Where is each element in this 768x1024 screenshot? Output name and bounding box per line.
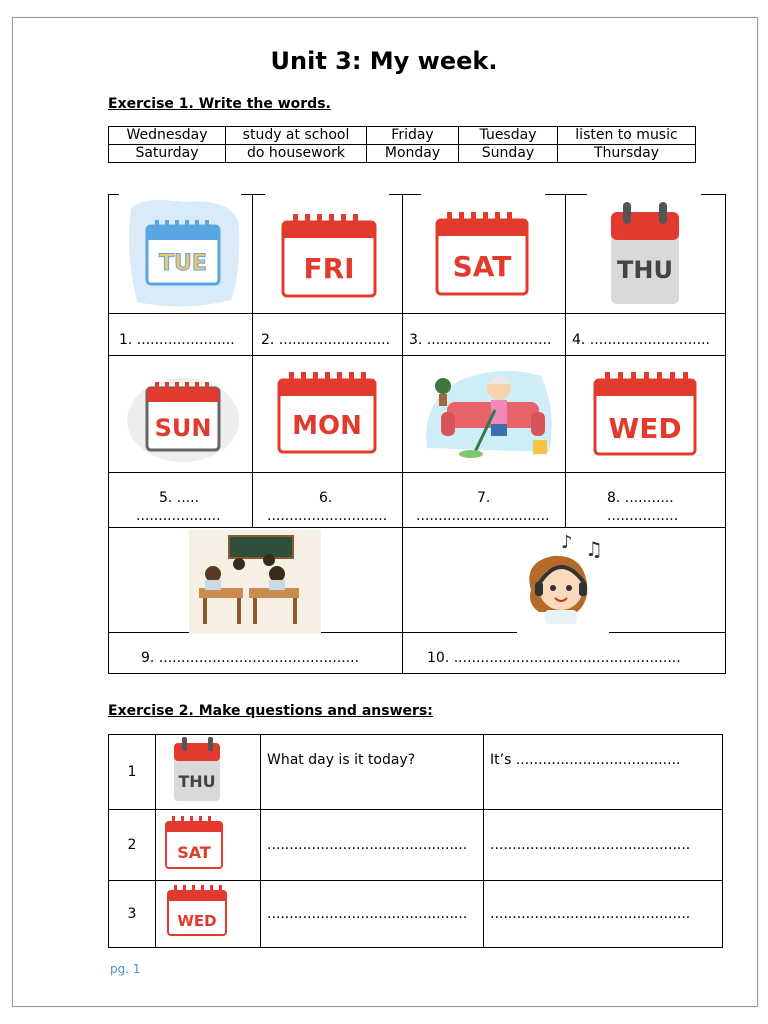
answer-cell: It’s .....................................	[484, 735, 723, 810]
word-bank-table	[108, 126, 696, 163]
exercise-2-heading: Exercise 2. Make questions and answers:	[108, 703, 433, 719]
word-bank-cell: Tuesday	[459, 127, 558, 145]
friday-calendar-picture	[269, 206, 389, 306]
wed-label: WED	[608, 412, 682, 445]
calendar-cell	[156, 881, 261, 948]
answer-line-6a: 6.	[319, 490, 333, 506]
svg-text:♫: ♫	[585, 537, 603, 561]
wednesday-calendar-icon	[156, 881, 256, 943]
exercise-1-heading: Exercise 1. Write the words.	[108, 96, 331, 112]
question-cell: What day is it today?	[261, 735, 484, 810]
table-row	[109, 735, 723, 810]
saturday-calendar-picture	[427, 204, 537, 304]
word-bank-cell: Wednesday	[109, 127, 226, 145]
answer-line-9: 9. .............................................	[141, 650, 360, 666]
fri-label: FRI	[303, 252, 355, 285]
answer-line-7a: 7.	[477, 490, 491, 506]
mon-label: MON	[292, 411, 362, 441]
sat-label: SAT	[452, 250, 512, 283]
answer-cell: .............................................	[484, 881, 723, 948]
answer-line-7b: ..............................	[416, 508, 550, 524]
word-bank-cell: Friday	[367, 127, 459, 145]
answer-cell: .............................................	[484, 810, 723, 881]
word-bank-cell: Monday	[367, 145, 459, 163]
answer-line-1: 1. ......................	[119, 332, 235, 348]
table-row	[109, 881, 723, 948]
row-number: 3	[109, 881, 156, 948]
word-bank-cell: do housework	[226, 145, 367, 163]
answer-line-8a: 8. ...........	[607, 490, 674, 506]
answer-line-2: 2. .........................	[261, 332, 391, 348]
svg-text:SAT: SAT	[177, 843, 211, 862]
students-study-at-school-picture	[189, 530, 321, 634]
sun-label: SUN	[154, 414, 212, 442]
monday-calendar-picture	[269, 364, 389, 464]
answer-line-6b: ...........................	[267, 508, 388, 524]
wednesday-calendar-picture	[581, 360, 711, 468]
word-bank-row	[109, 145, 696, 163]
girl-listening-to-music-picture	[517, 532, 609, 628]
row-number: 2	[109, 810, 156, 881]
svg-text:THU: THU	[178, 772, 216, 791]
thursday-calendar-picture	[605, 198, 685, 310]
thursday-calendar-icon	[156, 735, 256, 805]
calendar-cell	[156, 735, 261, 810]
sunday-calendar-picture	[123, 370, 243, 466]
word-bank-cell: study at school	[226, 127, 367, 145]
word-bank-cell: Saturday	[109, 145, 226, 163]
exercise-2-table	[108, 734, 723, 948]
svg-text:WED: WED	[177, 912, 217, 930]
word-bank-row	[109, 127, 696, 145]
answer-line-4: 4. ...........................	[572, 332, 710, 348]
girl-doing-housework-picture	[421, 360, 559, 464]
svg-text:♪: ♪	[561, 532, 573, 553]
tuesday-calendar-picture	[123, 194, 243, 312]
answer-line-3: 3. ............................	[409, 332, 552, 348]
word-bank-cell: Sunday	[459, 145, 558, 163]
thu-label: THU	[617, 256, 673, 284]
answer-line-10: 10. ...................................................	[427, 650, 681, 666]
answer-line-8b: ................	[607, 508, 679, 524]
table-row	[109, 810, 723, 881]
question-cell: .............................................	[261, 881, 484, 948]
answer-line-5a: 5. .....	[159, 490, 200, 506]
picture-grid	[108, 194, 726, 674]
answer-line-5b: ...................	[136, 508, 221, 524]
row-number: 1	[109, 735, 156, 810]
word-bank-cell: Thursday	[558, 145, 696, 163]
word-bank-cell: listen to music	[558, 127, 696, 145]
calendar-cell	[156, 810, 261, 881]
page-title: Unit 3: My week.	[270, 47, 498, 75]
saturday-calendar-icon	[156, 810, 256, 876]
page-number: pg. 1	[110, 962, 141, 976]
question-cell: .............................................	[261, 810, 484, 881]
tue-label: TUE	[159, 251, 207, 276]
